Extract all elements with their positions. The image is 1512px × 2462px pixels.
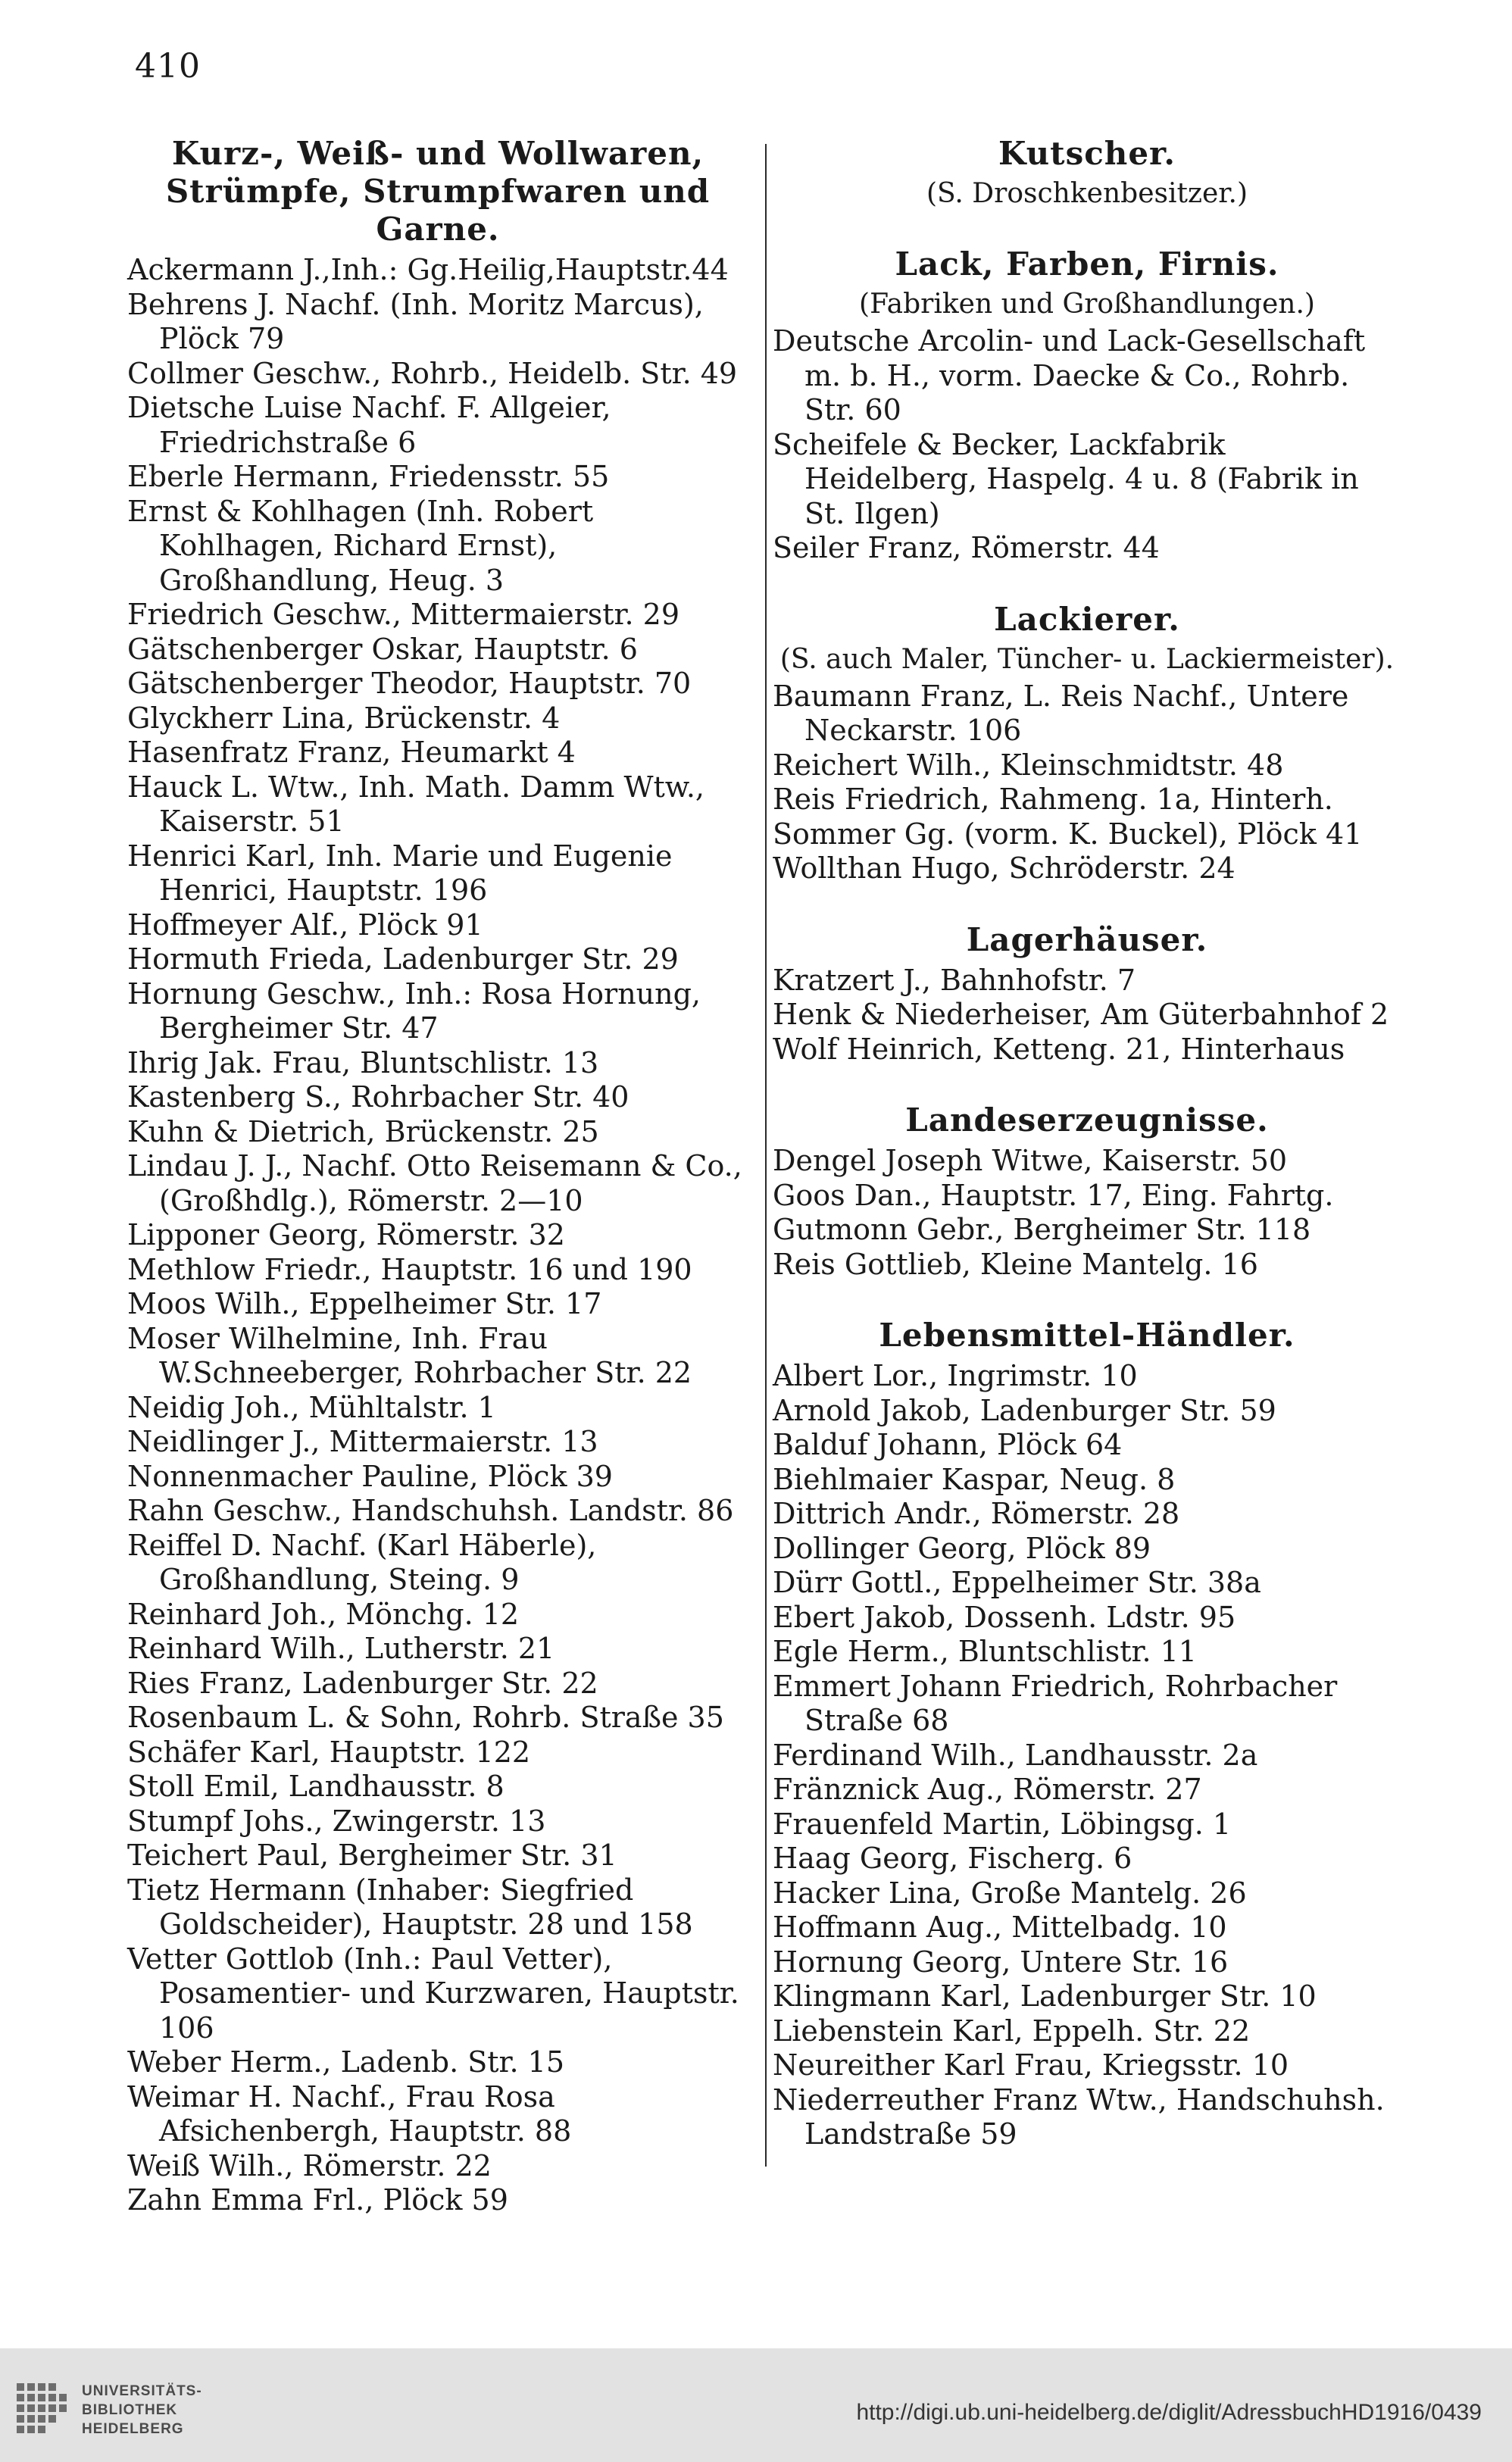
directory-entry: Wollthan Hugo, Schröderstr. 24 <box>773 851 1236 885</box>
directory-section <box>127 135 748 2218</box>
directory-entry: Haag Georg, Fischerg. 6 <box>773 1842 1132 1875</box>
directory-entry: Vetter Gottlob (Inh.: Paul Vetter), Posamentier- und Kurzwaren, Hauptstr. 106 <box>127 1942 739 2045</box>
directory-entry: Methlow Friedr., Hauptstr. 16 und 190 <box>127 1252 692 1286</box>
section-heading: Lackierer. <box>994 600 1180 638</box>
directory-entry: Hornung Geschw., Inh.: Rosa Hornung, Bergheimer Str. 47 <box>127 976 701 1045</box>
directory-entry: Klingmann Karl, Ladenburger Str. 10 <box>773 1979 1317 2013</box>
directory-entry: Weimar H. Nachf., Frau Rosa Afsichenbergh, Hauptstr. 88 <box>127 2079 572 2148</box>
directory-entry: Teichert Paul, Bergheimer Str. 31 <box>127 1839 617 1872</box>
directory-section <box>773 1317 1401 2152</box>
column-divider <box>765 144 767 2167</box>
library-logo-icon <box>14 2379 74 2439</box>
directory-entry: Dürr Gottl., Eppelheimer Str. 38a <box>773 1566 1261 1599</box>
directory-entry: Niederreuther Franz Wtw., Handschuhsh. Landstraße 59 <box>773 2082 1385 2151</box>
section-heading: Lack, Farben, Firnis. <box>895 245 1279 283</box>
directory-entry: Balduf Johann, Plöck 64 <box>773 1428 1123 1461</box>
directory-entry: Reiffel D. Nachf. (Karl Häberle), Großhandlung, Steing. 9 <box>127 1528 597 1596</box>
left-column <box>127 135 748 2253</box>
directory-entry: Fränznick Aug., Römerstr. 27 <box>773 1773 1202 1806</box>
section-heading: Landeserzeugnisse. <box>905 1101 1269 1139</box>
directory-entry: Biehlmaier Kaspar, Neug. 8 <box>773 1462 1176 1496</box>
directory-entry: Henk & Niederheiser, Am Güterbahnhof 2 <box>773 998 1389 1031</box>
directory-entry: Nonnenmacher Pauline, Plöck 39 <box>127 1459 613 1493</box>
directory-entry: Hauck L. Wtw., Inh. Math. Damm Wtw., Kaiserstr. 51 <box>127 770 704 838</box>
logo-line-3: HEIDELBERG <box>82 2421 184 2437</box>
library-logo-text <box>82 2382 202 2439</box>
directory-entry: Moos Wilh., Eppelheimer Str. 17 <box>127 1287 602 1320</box>
directory-entry: Scheifele & Becker, Lackfabrik Heidelberg, Haspelg. 4 u. 8 (Fabrik in St. Ilgen) <box>773 427 1359 530</box>
section-subheading: (S. Droschkenbesitzer.) <box>926 178 1248 209</box>
directory-entry: Dengel Joseph Witwe, Kaiserstr. 50 <box>773 1144 1288 1177</box>
directory-entry: Hasenfratz Franz, Heumarkt 4 <box>127 736 576 769</box>
directory-entry: Gätschenberger Oskar, Hauptstr. 6 <box>127 632 638 666</box>
source-url-link[interactable]: http://digi.ub.uni-heidelberg.de/diglit/AdressbuchHD1916/0439 <box>856 2400 1482 2425</box>
directory-entry: Stoll Emil, Landhausstr. 8 <box>127 1770 505 1803</box>
directory-entry: Weber Herm., Ladenb. Str. 15 <box>127 2045 565 2079</box>
directory-entry: Liebenstein Karl, Eppelh. Str. 22 <box>773 2014 1251 2048</box>
directory-entry: Zahn Emma Frl., Plöck 59 <box>127 2183 508 2217</box>
directory-entry: Rahn Geschw., Handschuhsh. Landstr. 86 <box>127 1494 734 1527</box>
directory-entry: Tietz Hermann (Inhaber: Siegfried Goldscheider), Hauptstr. 28 und 158 <box>127 1873 693 1941</box>
directory-entry: Emmert Johann Friedrich, Rohrbacher Straße 68 <box>773 1669 1338 1737</box>
directory-entry: Glyckherr Lina, Brückenstr. 4 <box>127 701 561 735</box>
directory-entry: Albert Lor., Ingrimstr. 10 <box>773 1359 1138 1392</box>
directory-entry: Friedrich Geschw., Mittermaierstr. 29 <box>127 598 680 631</box>
logo-line-1: UNIVERSITÄTS- <box>82 2383 202 2399</box>
directory-entry: Reinhard Wilh., Lutherstr. 21 <box>127 1632 555 1665</box>
directory-entry: Neureither Karl Frau, Kriegsstr. 10 <box>773 2048 1289 2082</box>
directory-section <box>773 921 1401 1067</box>
directory-section <box>773 135 1401 211</box>
directory-entry: Hoffmann Aug., Mittelbadg. 10 <box>773 1911 1227 1944</box>
directory-entry: Lindau J. J., Nachf. Otto Reisemann & Co., (Großhdlg.), Römerstr. 2—10 <box>127 1149 742 1217</box>
directory-entry: Behrens J. Nachf. (Inh. Moritz Marcus), Plöck 79 <box>127 287 704 355</box>
directory-entry: Kratzert J., Bahnhofstr. 7 <box>773 963 1136 997</box>
directory-entry: Deutsche Arcolin- und Lack-Gesellschaft m. b. H., vorm. Daecke & Co., Rohrb. Str. 60 <box>773 324 1366 426</box>
directory-entry: Arnold Jakob, Ladenburger Str. 59 <box>773 1393 1276 1427</box>
directory-entry: Lipponer Georg, Römerstr. 32 <box>127 1218 565 1251</box>
section-heading: Lagerhäuser. <box>966 920 1208 958</box>
directory-entry: Wolf Heinrich, Ketteng. 21, Hinterhaus <box>773 1032 1345 1066</box>
directory-entry: Gätschenberger Theodor, Hauptstr. 70 <box>127 667 692 700</box>
directory-entry: Reis Gottlieb, Kleine Mantelg. 16 <box>773 1247 1258 1281</box>
directory-section <box>773 245 1401 566</box>
directory-entry: Schäfer Karl, Hauptstr. 122 <box>127 1735 531 1769</box>
directory-entry: Weiß Wilh., Römerstr. 22 <box>127 2148 492 2182</box>
section-heading: Kutscher. <box>998 135 1176 172</box>
section-subheading: (Fabriken und Großhandlungen.) <box>859 289 1315 320</box>
directory-entry: Kastenberg S., Rohrbacher Str. 40 <box>127 1080 629 1114</box>
directory-entry: Ackermann J.,Inh.: Gg.Heilig,Hauptstr.44 <box>127 253 729 286</box>
directory-entry: Ernst & Kohlhagen (Inh. Robert Kohlhagen, Richard Ernst), Großhandlung, Heug. 3 <box>127 494 594 597</box>
directory-entry: Moser Wilhelmine, Inh. Frau W.Schneeberger, Rohrbacher Str. 22 <box>127 1321 692 1389</box>
directory-entry: Sommer Gg. (vorm. K. Buckel), Plöck 41 <box>773 817 1363 851</box>
directory-entry: Dollinger Georg, Plöck 89 <box>773 1531 1151 1565</box>
directory-entry: Egle Herm., Bluntschlistr. 11 <box>773 1635 1197 1668</box>
directory-entry: Baumann Franz, L. Reis Nachf., Untere Neckarstr. 106 <box>773 679 1349 747</box>
directory-entry: Ries Franz, Ladenburger Str. 22 <box>127 1666 598 1700</box>
directory-entry: Hacker Lina, Große Mantelg. 26 <box>773 1876 1247 1910</box>
footer-bar <box>0 2348 1512 2462</box>
section-heading: Lebensmittel-Händler. <box>879 1317 1295 1354</box>
directory-entry: Frauenfeld Martin, Löbingsg. 1 <box>773 1807 1232 1841</box>
directory-entry: Hornung Georg, Untere Str. 16 <box>773 1945 1229 1979</box>
directory-entry: Eberle Hermann, Friedensstr. 55 <box>127 460 610 493</box>
directory-entry: Hoffmeyer Alf., Plöck 91 <box>127 908 483 942</box>
directory-entry: Stumpf Johs., Zwingerstr. 13 <box>127 1804 546 1838</box>
directory-entry: Reis Friedrich, Rahmeng. 1a, Hinterh. <box>773 783 1333 816</box>
directory-entry: Collmer Geschw., Rohrb., Heidelb. Str. 49 <box>127 356 738 390</box>
directory-entry: Ihrig Jak. Frau, Bluntschlistr. 13 <box>127 1045 599 1079</box>
section-heading: Kurz-, Weiß- und Wollwaren, Strümpfe, Strumpfwaren und Garne. <box>165 135 711 248</box>
page-number: 410 <box>135 47 201 86</box>
directory-entry: Reinhard Joh., Mönchg. 12 <box>127 1597 520 1631</box>
directory-section <box>773 1101 1401 1282</box>
directory-entry: Ferdinand Wilh., Landhausstr. 2a <box>773 1738 1258 1772</box>
directory-entry: Ebert Jakob, Dossenh. Ldstr. 95 <box>773 1600 1236 1634</box>
logo-line-2: BIBLIOTHEK <box>82 2402 178 2418</box>
directory-section <box>773 601 1401 886</box>
directory-entry: Reichert Wilh., Kleinschmidtstr. 48 <box>773 748 1284 782</box>
directory-entry: Neidig Joh., Mühltalstr. 1 <box>127 1390 496 1424</box>
right-column <box>773 135 1401 2187</box>
section-subheading: (S. auch Maler, Tüncher- u. Lackiermeister). <box>779 643 1395 675</box>
directory-entry: Neidlinger J., Mittermaierstr. 13 <box>127 1425 598 1458</box>
directory-entry: Gutmonn Gebr., Bergheimer Str. 118 <box>773 1213 1311 1246</box>
directory-entry: Seiler Franz, Römerstr. 44 <box>773 531 1160 564</box>
directory-entry: Goos Dan., Hauptstr. 17, Eing. Fahrtg. <box>773 1178 1334 1212</box>
directory-entry: Rosenbaum L. & Sohn, Rohrb. Straße 35 <box>127 1701 724 1734</box>
directory-entry: Dietsche Luise Nachf. F. Allgeier, Friedrichstraße 6 <box>127 391 611 459</box>
directory-entry: Henrici Karl, Inh. Marie und Eugenie Henrici, Hauptstr. 196 <box>127 839 673 907</box>
directory-entry: Dittrich Andr., Römerstr. 28 <box>773 1497 1180 1530</box>
directory-entry: Kuhn & Dietrich, Brückenstr. 25 <box>127 1114 599 1148</box>
directory-entry: Hormuth Frieda, Ladenburger Str. 29 <box>127 942 679 976</box>
